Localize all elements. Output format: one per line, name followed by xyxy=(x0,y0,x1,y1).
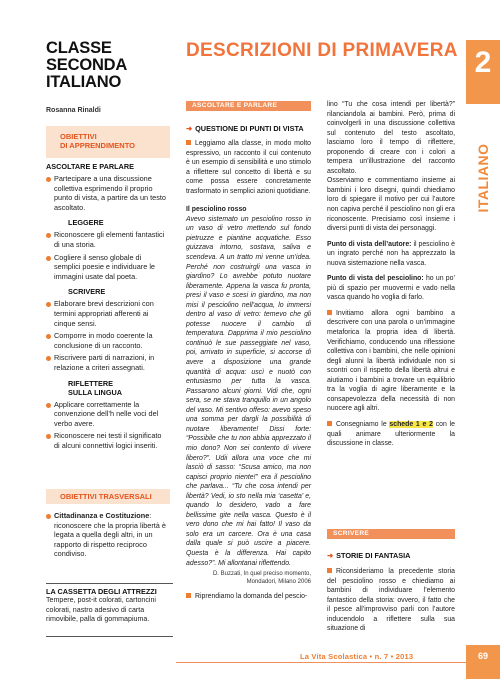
section-reflect: RIFLETTERE SULLA LINGUA xyxy=(68,378,123,397)
list-item: Riconoscere nei testi il significato di alcuni connettivi logici inseriti. xyxy=(46,431,168,450)
paragraph: Invitiamo allora ogni bambino a descrivere con una parola o un’immagine metaforica la propria idea di libertà. Verifichiamo, conducendo una riflessione collettiva con i bambini, che nelle opinioni degli alunni la libertà individuale non si scontri con il rispetto della libertà altrui e aiutiamo i bambini a trovare un equilibrio tra la voglia di agire liberamente e la consapevolezza della necessità di non nuocere agli altri. xyxy=(327,309,455,413)
transversal-title: OBIETTIVI TRASVERSALI xyxy=(60,492,152,501)
right-column-bottom xyxy=(327,567,455,634)
footer-rule xyxy=(176,662,466,663)
divider xyxy=(46,636,173,637)
section-write: SCRIVERE xyxy=(68,287,106,297)
page-number: 69 xyxy=(477,651,488,661)
paragraph: lino “Tu che cosa intendi per libertà?” rilanciandola ai bambini. Però, prima di coinvolgerli in una discussione collettiva sul contenuto del testo ascoltato, lasciamo loro il tempo di riflettere, proponendo di creare con i colori a tempera un’illustrazione del racconto ascoltato. xyxy=(327,101,455,175)
subsection-heading: ➜ QUESTIONE DI PUNTI DI VISTA xyxy=(186,124,304,133)
tools-box xyxy=(46,587,173,625)
subsection-heading: ➜ STORIE DI FANTASIA xyxy=(327,551,411,560)
unit-number-box: 2 xyxy=(466,40,500,104)
list-item: Elaborare brevi descrizioni con termini appropriati afferenti ai cinque sensi. xyxy=(46,299,168,328)
author-viewpoint: Punto di vista dell’autore: il pesciolino è un ingrato perché non ha apprezzato la nuova sistemazione nella vasca. xyxy=(327,240,455,267)
list-item: Riconoscere gli elementi fantastici di una storia. xyxy=(46,230,168,249)
list-item: Riscrivere parti di narrazioni, in relazione a criteri assegnati. xyxy=(46,353,168,372)
arrow-icon: ➜ xyxy=(186,124,193,133)
objectives-title: OBIETTIVI DI APPRENDIMENTO xyxy=(60,132,136,150)
fish-viewpoint: Punto di vista del pesciolino: ho un po’ più di spazio per muovermi e vado nella vasca quando ho voglia di farlo. xyxy=(327,275,455,302)
objectives-list xyxy=(46,162,168,450)
paragraph: Riconsideriamo la precedente storia del pesciolino rosso e chiediamo ai bambini di individuare l’elemento fantastico della storia: ovvero, il fatto che il pesce all’improvviso parli con l’autore inducendolo a riflettere sulla sua situazione di xyxy=(327,568,455,633)
section-read: LEGGERE xyxy=(68,218,104,228)
middle-column xyxy=(186,139,311,602)
list-item: Cogliere il senso globale di semplici poesie e individuare le immagini usate dal poeta. xyxy=(46,253,168,282)
paragraph: Consegniamo le schede 1 e 2 con le quali animare ulteriormente la discussione in classe. xyxy=(327,420,455,448)
list-item: Partecipare a una discussione collettiva esprimendo il proprio punto di vista, a partire da un testo ascoltato. xyxy=(46,174,168,212)
square-bullet-icon xyxy=(327,568,332,573)
magazine-footer: La Vita Scolastica • n. 7 • 2013 xyxy=(300,652,414,661)
transversal-list xyxy=(46,508,168,559)
divider xyxy=(46,583,173,584)
list-item: Applicare correttamente la convenzione dell’h nelle voci del verbo avere. xyxy=(46,400,168,429)
author-name: Rosanna Rinaldi xyxy=(46,107,101,114)
square-bullet-icon xyxy=(327,310,332,315)
story-text: Avevo sistemato un pesciolino rosso in un vaso di vetro mettendo sul fondo pietruzze e piantine acquatiche. Esso guizzava intorno, sostava, saliva e scendeva. A un tratto mi venne un’idea. Perché non costruirgli una vasca in giardino? Lo avrebbe potuto nuotare liberamente. Appena la vasca fu pronta, presi il vaso e scesi in giardino, ma non misi il pesciolino nell’acqua, lo immersi dentro al vaso di vetro: temevo che gli potesse nuocere il cambio di temperatura. Dapprima il mio pesciolino continuò le sue passeggiate nel vaso, poi, arrivato in superficie, si accorse di avere a disposizione una grande quantità di acqua: uscì e nuotò con entusiasmo per tutta la vasca. Passarono alcuni giorni. Vidi che, ogni sera, se ne stava tranquillo in un angolo del vaso. Mi sentivo offeso: avevo speso una somma per dargli la possibilità di nuotare liberamente! Dissi forte: “Possibile che tu non abbia apprezzato il mio dono? Non sei contento di vivere libero?”. Udii allora una voce che mi lasciò di sasso: “Scusa amico, ma non capisci proprio niente!” era il pesciolino che parlava... “Tu che cosa intendi per libertà? Vedi, io sto nella mia ‘casetta’ e, quando lo desidero, vado a fare bellissime gite nella vasca. Questo è il vero dono che mi hai fatto! Il vaso da solo era un carcere. Ora è una casa dalla quale si può uscire a piacere. Questa è la differenza. Hai capito adesso?”. Mi allontanai riflettendo. xyxy=(186,215,311,567)
objectives-box xyxy=(46,126,170,158)
square-bullet-icon xyxy=(327,421,332,426)
left-header xyxy=(46,40,173,114)
intro-paragraph: Leggiamo alla classe, in modo molto espressivo, un racconto il cui contenuto è un esempio di sensibilità e uno stimolo a riflettere sul concetto di libertà e su come possa essere concretamente trasformato in semplici azioni quotidiane. xyxy=(186,140,311,195)
resume-paragraph: Riprendiamo la domanda del pescio- xyxy=(186,592,311,602)
list-item: Cittadinanza e Costituzione: riconoscere che la propria libertà è legata a quella degli altri, in un rapporto di rispetto reciproco condiviso. xyxy=(46,511,168,559)
arrow-icon: ➜ xyxy=(327,551,334,560)
square-bullet-icon xyxy=(186,593,191,598)
class-title: CLASSE SECONDA xyxy=(46,39,128,74)
section-listen-speak: ASCOLTARE E PARLARE xyxy=(46,162,134,171)
transversal-box xyxy=(46,489,170,504)
square-bullet-icon xyxy=(186,140,191,145)
subject-vertical-label: ITALIANO xyxy=(475,143,491,213)
subject-title: ITALIANO xyxy=(46,73,122,91)
story-title: Il pesciolino rosso xyxy=(186,206,247,214)
source-line-2: Mondadori, Milano 2006 xyxy=(246,579,311,586)
page-number-box xyxy=(466,645,500,679)
source-line-1: D. Buzzati, In quel preciso momento, xyxy=(212,571,311,578)
worksheet-highlight: schede 1 e 2 xyxy=(389,420,433,428)
tools-title: LA CASSETTA DEGLI ATTREZZI xyxy=(46,587,157,596)
right-column xyxy=(327,100,455,449)
list-item: Comporre in modo coerente la conclusione di un racconto. xyxy=(46,331,168,350)
paragraph: Osserviamo e commentiamo insieme ai bambini i loro disegni, quindi chiediamo loro di spiegare il motivo per cui l’autore non capiva perché il pesciolino non gli era riconoscente. Precisiamo così insieme i diversi punti di vista dei personaggi. xyxy=(327,177,455,233)
page-title: DESCRIZIONI DI PRIMAVERA xyxy=(186,40,458,61)
section-tab-ascoltare: ASCOLTARE E PARLARE xyxy=(186,101,311,111)
tools-text: Tempere, post-it colorati, cartoncini colorati, nastro adesivo di carta rimovibile, palla di gommapiuma. xyxy=(46,596,156,624)
section-tab-scrivere: SCRIVERE xyxy=(327,529,455,539)
